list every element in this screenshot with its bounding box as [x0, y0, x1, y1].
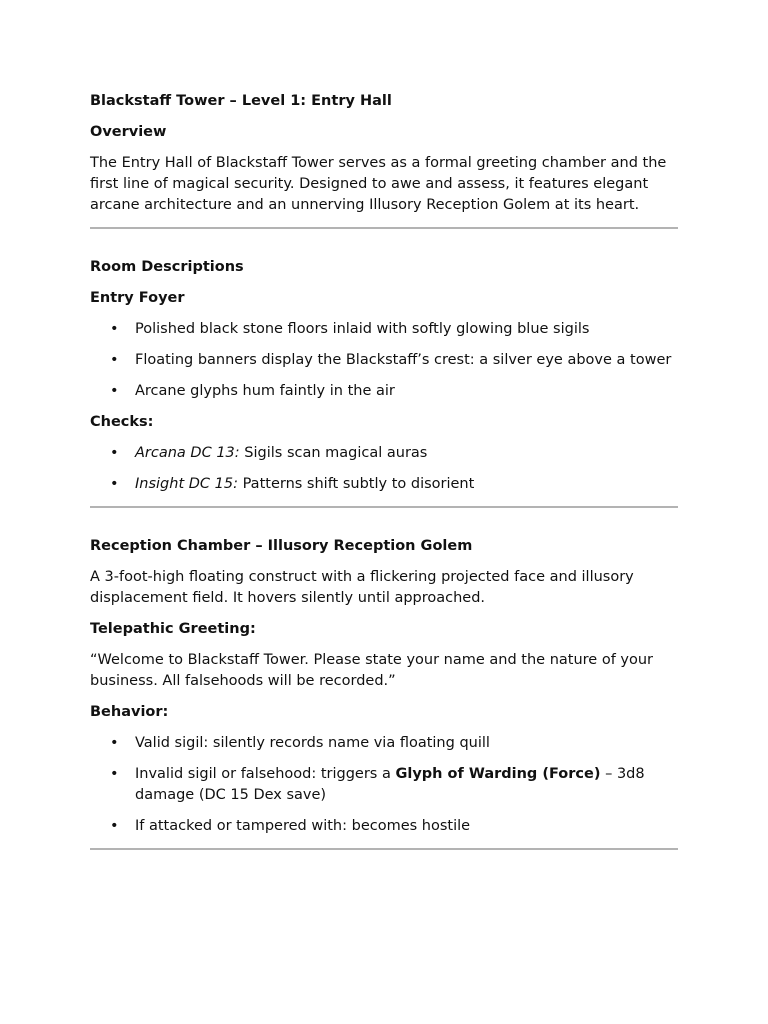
list-item-text: Polished black stone floors inlaid with softly glowing blue sigils [135, 321, 590, 337]
check-label: Insight DC 15: [135, 476, 238, 492]
checks-list [90, 443, 678, 495]
list-item-text-pre: Invalid sigil or falsehood: triggers a [135, 766, 396, 782]
list-item [90, 764, 678, 806]
reception-description: A 3-foot-high floating construct with a flickering projected face and illusory displacement field. It hovers silently until approached. [90, 569, 634, 606]
list-item-text: Arcane glyphs hum faintly in the air [135, 383, 395, 399]
list-item [90, 733, 678, 754]
bullet-icon: • [110, 766, 119, 782]
list-item [90, 350, 678, 371]
overview-heading: Overview [90, 124, 167, 140]
document-title: Blackstaff Tower – Level 1: Entry Hall [90, 93, 392, 109]
bullet-icon: • [110, 383, 119, 399]
foyer-list [90, 319, 678, 402]
bullet-icon: • [110, 476, 119, 492]
check-label: Arcana DC 13: [135, 445, 240, 461]
glyph-of-warding-term: Glyph of Warding (Force) [395, 766, 601, 782]
list-item-text: Valid sigil: silently records name via floating quill [135, 735, 490, 751]
list-item-text-post: – 3d8 damage (DC 15 Dex save) [135, 766, 645, 803]
overview-paragraph: The Entry Hall of Blackstaff Tower serves as a formal greeting chamber and the first line of magical security. Designed to awe and assess, it features elegant arcane architecture and an unnerving Illusory Reception Golem at its heart. [90, 155, 667, 213]
section-divider [90, 227, 678, 229]
checks-heading: Checks: [90, 414, 154, 430]
list-item [90, 443, 678, 464]
list-item [90, 474, 678, 495]
bullet-icon: • [110, 735, 119, 751]
bullet-icon: • [110, 445, 119, 461]
list-item [90, 381, 678, 402]
list-item-text: If attacked or tampered with: becomes hostile [135, 818, 471, 834]
bullet-icon: • [110, 352, 119, 368]
entry-foyer-heading: Entry Foyer [90, 290, 185, 306]
behavior-list [90, 733, 678, 837]
section-divider [90, 848, 678, 850]
room-descriptions-heading: Room Descriptions [90, 259, 244, 275]
check-text: Patterns shift subtly to disorient [237, 476, 475, 492]
behavior-heading: Behavior: [90, 704, 169, 720]
section-divider [90, 506, 678, 508]
reception-chamber-heading: Reception Chamber – Illusory Reception Golem [90, 538, 473, 554]
telepathic-greeting-heading: Telepathic Greeting: [90, 621, 256, 637]
list-item-text: Floating banners display the Blackstaff’s crest: a silver eye above a tower [135, 352, 672, 368]
bullet-icon: • [110, 818, 119, 834]
check-text: Sigils scan magical auras [239, 445, 428, 461]
telepathic-greeting-text: “Welcome to Blackstaff Tower. Please state your name and the nature of your business. All falsehoods will be recorded.” [90, 652, 654, 689]
bullet-icon: • [110, 321, 119, 337]
list-item [90, 816, 678, 837]
list-item [90, 319, 678, 340]
